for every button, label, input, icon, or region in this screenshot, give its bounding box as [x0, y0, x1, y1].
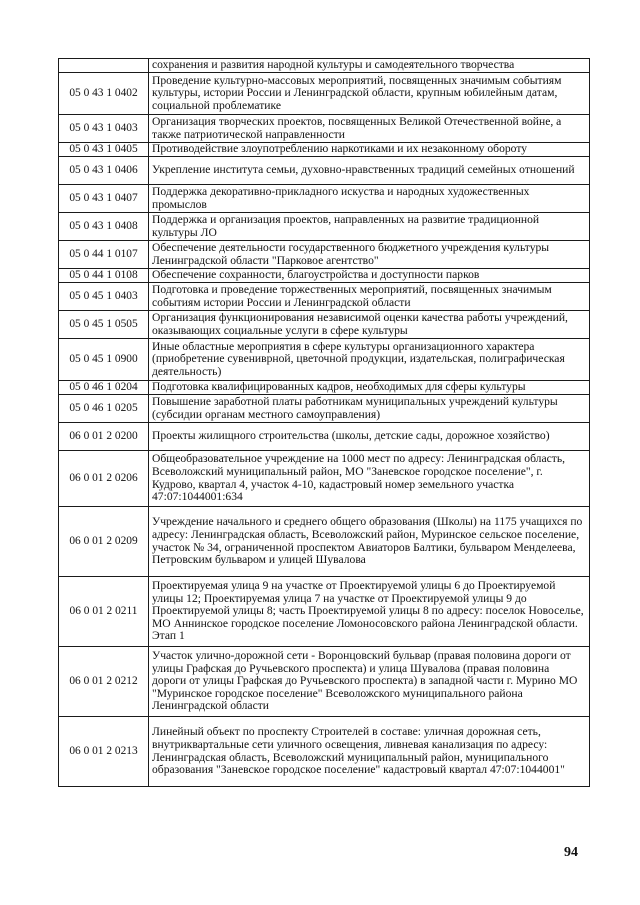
row-description: Противодействие злоупотреблению наркотиками и их незаконному обороту: [149, 143, 590, 157]
row-description: Поддержка и организация проектов, направленных на развитие традиционной культуры ЛО: [149, 213, 590, 241]
table-row: [59, 577, 590, 647]
row-code: 05 0 43 1 0406: [59, 157, 149, 185]
table-row: [59, 157, 590, 185]
row-code: 05 0 44 1 0107: [59, 241, 149, 269]
table-row: [59, 213, 590, 241]
table-row: [59, 395, 590, 423]
row-description: Подготовка квалифицированных кадров, необходимых для сферы культуры: [149, 381, 590, 395]
row-description: сохранения и развития народной культуры и самодеятельного творчества: [149, 59, 590, 73]
table-row: [59, 115, 590, 143]
row-code: 06 0 01 2 0206: [59, 451, 149, 507]
table-row: [59, 59, 590, 73]
row-code: 05 0 46 1 0204: [59, 381, 149, 395]
table-row: [59, 451, 590, 507]
row-description: Организация творческих проектов, посвященных Великой Отечественной войне, а также патриотической направленности: [149, 115, 590, 143]
row-code: 05 0 43 1 0403: [59, 115, 149, 143]
table-row: [59, 311, 590, 339]
table-row: [59, 269, 590, 283]
row-code: 05 0 43 1 0402: [59, 73, 149, 115]
table-row: [59, 717, 590, 787]
row-code: 05 0 44 1 0108: [59, 269, 149, 283]
row-description: Общеобразовательное учреждение на 1000 мест по адресу: Ленинградская область, Всеволожский муниципальный район, МО "Заневское городское поселение", г. Кудрово, квартал 4, участок 4-10, кадастровый номер земельного участка 47:07:1044001:634: [149, 451, 590, 507]
row-description: Укрепление института семьи, духовно-нравственных традиций семейных отношений: [149, 157, 590, 185]
row-description: Повышение заработной платы работникам муниципальных учреждений культуры (субсидии органам местного самоуправления): [149, 395, 590, 423]
row-code: 06 0 01 2 0212: [59, 647, 149, 717]
row-description: Учреждение начального и среднего общего образования (Школы) на 1175 учащихся по адресу: Ленинградская область, Всеволожский район, Муринское сельское поселение, участок № 34, ограниченной проспектом Авиаторов Балтики, бульваром Менделеева, Петровским бульваром и улицей Шувалова: [149, 507, 590, 577]
table-row: [59, 283, 590, 311]
table-body: [59, 59, 590, 787]
budget-code-table: [58, 58, 590, 787]
row-code: 05 0 43 1 0408: [59, 213, 149, 241]
table-row: [59, 73, 590, 115]
row-code: 05 0 45 1 0403: [59, 283, 149, 311]
row-description: Обеспечение деятельности государственного бюджетного учреждения культуры Ленинградской области "Парковое агентство": [149, 241, 590, 269]
row-code: 06 0 01 2 0200: [59, 423, 149, 451]
row-description: Линейный объект по проспекту Строителей в составе: уличная дорожная сеть, внутриквартальные сети уличного освещения, ливневая канализация по адресу: Ленинградская область, Всеволожский муниципальный район, муниципального образования "Заневское городское поселение" кадастровый квартал 47:07:1044001": [149, 717, 590, 787]
row-code: 06 0 01 2 0211: [59, 577, 149, 647]
row-description: Проектируемая улица 9 на участке от Проектируемой улицы 6 до Проектируемой улицы 12; Проектируемая улица 7 на участке от Проектируемой улицы 9 до Проектируемой улицы 8; часть Проектируемой улицы 8 по адресу: поселок Новоселье, МО Аннинское городское поселение Ломоносовского района Ленинградской области. Этап 1: [149, 577, 590, 647]
row-description: Проекты жилищного строительства (школы, детские сады, дорожное хозяйство): [149, 423, 590, 451]
table-row: [59, 647, 590, 717]
page-number: 94: [564, 845, 578, 860]
row-code: [59, 59, 149, 73]
row-description: Организация функционирования независимой оценки качества работы учреждений, оказывающих социальные услуги в сфере культуры: [149, 311, 590, 339]
row-description: Иные областные мероприятия в сфере культуры организационного характера (приобретение сувениврной, цветочной продукции, издательская, полиграфическая деятельность): [149, 339, 590, 381]
row-description: Участок улично-дорожной сети - Воронцовский бульвар (правая половина дороги от улицы Графская до Ручьевского проспекта) и улица Шувалова (правая половина дороги от улицы Графская до Ручьевского проспекта) в западной части г. Мурино МО "Муринское городское поселение" Всеволожского муниципального района Ленинградской области: [149, 647, 590, 717]
row-code: 06 0 01 2 0213: [59, 717, 149, 787]
row-description: Подготовка и проведение торжественных мероприятий, посвященных значимым событиям истории России и Ленинградской области: [149, 283, 590, 311]
table-row: [59, 423, 590, 451]
table-row: [59, 507, 590, 577]
row-code: 05 0 43 1 0407: [59, 185, 149, 213]
row-code: 05 0 43 1 0405: [59, 143, 149, 157]
table-row: [59, 381, 590, 395]
row-code: 05 0 45 1 0505: [59, 311, 149, 339]
table-row: [59, 143, 590, 157]
row-code: 06 0 01 2 0209: [59, 507, 149, 577]
row-code: 05 0 45 1 0900: [59, 339, 149, 381]
table-row: [59, 339, 590, 381]
row-code: 05 0 46 1 0205: [59, 395, 149, 423]
table-row: [59, 185, 590, 213]
row-description: Поддержка декоративно-прикладного искуства и народных художественных промыслов: [149, 185, 590, 213]
row-description: Проведение культурно-массовых мероприятий, посвященных значимым событиям культуры, истории России и Ленинградской области, крупным юбилейным датам, социальной проблематике: [149, 73, 590, 115]
table-row: [59, 241, 590, 269]
row-description: Обеспечение сохранности, благоустройства и доступности парков: [149, 269, 590, 283]
